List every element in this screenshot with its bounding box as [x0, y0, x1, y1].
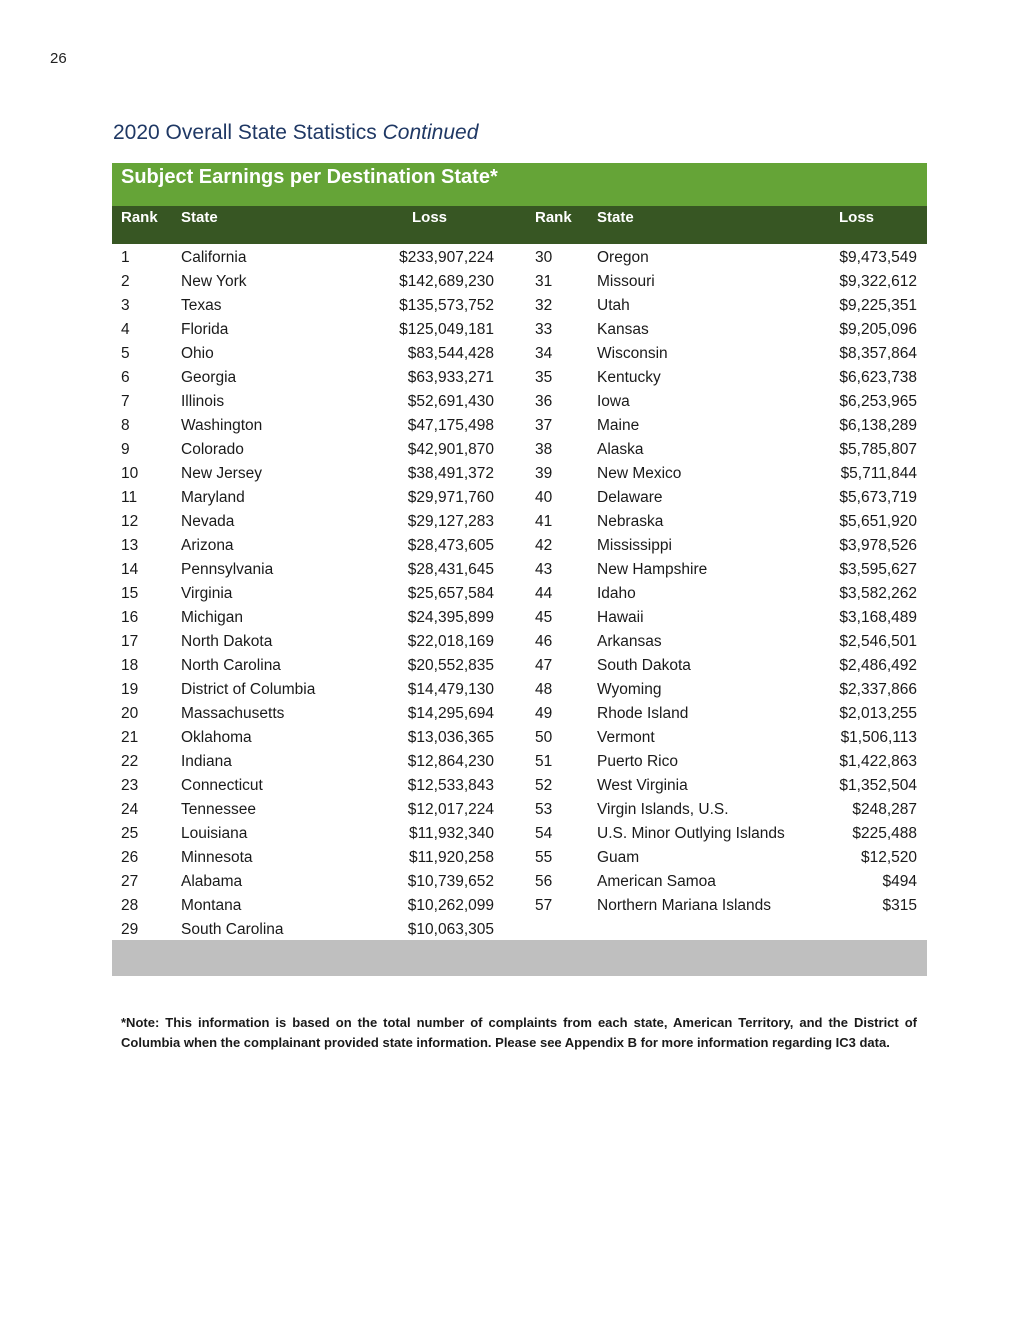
cell-state-left: Alabama [181, 873, 243, 890]
cell-state-left: New Jersey [181, 465, 262, 482]
cell-state-left: Tennessee [181, 801, 256, 818]
table-row [112, 726, 927, 750]
cell-loss-right: $3,978,526 [839, 537, 917, 554]
table-row [112, 750, 927, 774]
cell-state-right: Iowa [597, 393, 630, 410]
cell-state-right: Guam [597, 849, 640, 866]
cell-rank-right: 57 [535, 897, 553, 914]
cell-state-left: Michigan [181, 609, 244, 626]
cell-rank-right: 52 [535, 777, 553, 794]
table-body [112, 244, 927, 940]
cell-rank-right: 47 [535, 657, 553, 674]
cell-loss-right: $5,711,844 [840, 465, 917, 482]
cell-state-right: Nebraska [597, 513, 664, 530]
table-footer-bar [112, 940, 927, 976]
cell-loss-right: $9,205,096 [839, 321, 917, 338]
cell-state-right: Mississippi [597, 537, 672, 554]
cell-loss-right: $248,287 [852, 801, 917, 818]
cell-rank-right: 40 [535, 489, 553, 506]
cell-loss-left: $28,431,645 [407, 561, 494, 578]
cell-rank-left: 7 [121, 393, 130, 410]
cell-loss-right: $3,168,489 [839, 609, 917, 626]
cell-rank-left: 23 [121, 777, 139, 794]
cell-rank-left: 25 [121, 825, 139, 842]
cell-rank-right: 56 [535, 873, 553, 890]
cell-loss-left: $83,544,428 [407, 345, 494, 362]
cell-loss-right: $8,357,864 [839, 345, 917, 362]
cell-state-left: Ohio [181, 345, 214, 362]
cell-loss-left: $22,018,169 [407, 633, 494, 650]
page-number: 26 [50, 50, 67, 67]
cell-loss-left: $10,739,652 [407, 873, 494, 890]
cell-rank-right: 46 [535, 633, 553, 650]
cell-state-right: Northern Mariana Islands [597, 897, 772, 914]
cell-state-left: Louisiana [181, 825, 248, 842]
cell-state-left: Colorado [181, 441, 244, 458]
cell-rank-right: 49 [535, 705, 553, 722]
title-continued: Continued [382, 121, 479, 144]
table-row [112, 798, 927, 822]
cell-state-right: American Samoa [597, 873, 716, 890]
cell-state-left: Arizona [181, 537, 234, 554]
cell-rank-right: 30 [535, 249, 553, 266]
cell-loss-right: $494 [882, 873, 917, 890]
cell-loss-right: $2,013,255 [839, 705, 917, 722]
cell-state-right: West Virginia [597, 777, 688, 794]
cell-rank-left: 17 [121, 633, 139, 650]
table-row [112, 870, 927, 894]
cell-rank-left: 2 [121, 273, 130, 290]
table-row [112, 390, 927, 414]
state-statistics-table [112, 163, 927, 976]
cell-loss-right: $1,352,504 [839, 777, 917, 794]
table-row [112, 318, 927, 342]
cell-rank-right: 42 [535, 537, 553, 554]
cell-rank-right: 37 [535, 417, 553, 434]
title-main: 2020 Overall State Statistics [113, 121, 377, 144]
cell-loss-left: $142,689,230 [399, 273, 494, 290]
cell-state-left: Indiana [181, 753, 232, 770]
cell-rank-left: 20 [121, 705, 139, 722]
cell-rank-left: 19 [121, 681, 139, 698]
table-row [112, 606, 927, 630]
cell-rank-right: 50 [535, 729, 553, 746]
cell-state-right: Alaska [597, 441, 644, 458]
cell-loss-left: $11,920,258 [408, 849, 494, 866]
cell-state-right: U.S. Minor Outlying Islands [597, 825, 785, 842]
cell-loss-left: $13,036,365 [407, 729, 494, 746]
cell-loss-left: $125,049,181 [399, 321, 494, 338]
cell-loss-left: $20,552,835 [407, 657, 494, 674]
cell-rank-left: 21 [121, 729, 139, 746]
cell-loss-right: $3,582,262 [839, 585, 917, 602]
cell-rank-left: 1 [121, 249, 130, 266]
cell-loss-right: $9,473,549 [839, 249, 917, 266]
header-state-right: State [597, 209, 634, 226]
cell-state-right: Vermont [597, 729, 655, 746]
table-row [112, 486, 927, 510]
table-row [112, 702, 927, 726]
cell-loss-right: $12,520 [860, 849, 917, 866]
cell-loss-left: $24,395,899 [407, 609, 494, 626]
cell-rank-right: 39 [535, 465, 553, 482]
table-row [112, 918, 927, 942]
table-row [112, 270, 927, 294]
cell-loss-right: $9,322,612 [839, 273, 917, 290]
cell-loss-left: $233,907,224 [399, 249, 494, 266]
cell-state-left: Texas [181, 297, 222, 314]
cell-loss-left: $14,295,694 [407, 705, 494, 722]
cell-loss-right: $5,785,807 [839, 441, 917, 458]
cell-rank-left: 12 [121, 513, 139, 530]
cell-state-left: Minnesota [181, 849, 253, 866]
cell-rank-left: 11 [121, 489, 138, 506]
cell-rank-right: 55 [535, 849, 553, 866]
page-title [113, 121, 478, 145]
cell-loss-left: $11,932,340 [408, 825, 494, 842]
cell-state-right: Rhode Island [597, 705, 689, 722]
cell-loss-right: $6,138,289 [839, 417, 917, 434]
cell-rank-left: 29 [121, 921, 139, 938]
cell-loss-right: $3,595,627 [839, 561, 917, 578]
cell-state-left: Washington [181, 417, 263, 434]
cell-rank-right: 35 [535, 369, 553, 386]
cell-loss-left: $42,901,870 [407, 441, 494, 458]
cell-loss-left: $14,479,130 [407, 681, 494, 698]
cell-loss-left: $12,864,230 [407, 753, 494, 770]
cell-rank-left: 24 [121, 801, 139, 818]
cell-loss-right: $315 [882, 897, 917, 914]
cell-rank-right: 43 [535, 561, 553, 578]
cell-state-left: Florida [181, 321, 229, 338]
cell-loss-left: $29,127,283 [407, 513, 494, 530]
cell-rank-right: 51 [535, 753, 553, 770]
cell-state-right: Delaware [597, 489, 663, 506]
table-banner: Subject Earnings per Destination State* [112, 163, 927, 206]
cell-loss-right: $6,253,965 [839, 393, 917, 410]
cell-rank-left: 27 [121, 873, 139, 890]
table-row [112, 414, 927, 438]
cell-state-left: Connecticut [181, 777, 263, 794]
table-row [112, 246, 927, 270]
cell-state-left: California [181, 249, 247, 266]
cell-state-right: Maine [597, 417, 640, 434]
cell-state-right: New Hampshire [597, 561, 708, 578]
cell-rank-right: 45 [535, 609, 553, 626]
cell-loss-left: $52,691,430 [407, 393, 494, 410]
cell-loss-right: $2,337,866 [839, 681, 917, 698]
cell-loss-right: $9,225,351 [839, 297, 917, 314]
table-row [112, 654, 927, 678]
cell-loss-left: $28,473,605 [407, 537, 494, 554]
cell-rank-left: 28 [121, 897, 139, 914]
cell-state-left: Georgia [181, 369, 237, 386]
cell-state-left: North Carolina [181, 657, 281, 674]
table-row [112, 438, 927, 462]
cell-loss-left: $63,933,271 [407, 369, 494, 386]
cell-state-right: Wisconsin [597, 345, 668, 362]
cell-loss-right: $1,506,113 [840, 729, 917, 746]
cell-rank-left: 9 [121, 441, 130, 458]
table-row [112, 630, 927, 654]
cell-rank-left: 15 [121, 585, 139, 602]
cell-state-right: Utah [597, 297, 630, 314]
cell-rank-left: 10 [121, 465, 139, 482]
cell-state-left: South Carolina [181, 921, 284, 938]
cell-state-right: Kentucky [597, 369, 661, 386]
cell-rank-left: 18 [121, 657, 139, 674]
cell-state-right: Puerto Rico [597, 753, 678, 770]
cell-rank-left: 3 [121, 297, 130, 314]
cell-state-right: Arkansas [597, 633, 662, 650]
header-loss-right: Loss [839, 209, 875, 226]
cell-state-left: Virginia [181, 585, 233, 602]
cell-rank-right: 36 [535, 393, 553, 410]
header-state-left: State [181, 209, 218, 226]
cell-rank-left: 4 [121, 321, 130, 338]
table-row [112, 774, 927, 798]
cell-state-left: New York [181, 273, 247, 290]
cell-loss-left: $12,017,224 [407, 801, 494, 818]
cell-state-right: Missouri [597, 273, 655, 290]
table-row [112, 510, 927, 534]
cell-rank-right: 32 [535, 297, 553, 314]
cell-state-left: Maryland [181, 489, 245, 506]
cell-rank-right: 54 [535, 825, 553, 842]
table-row [112, 534, 927, 558]
cell-state-left: Pennsylvania [181, 561, 274, 578]
cell-state-right: South Dakota [597, 657, 691, 674]
cell-state-right: Kansas [597, 321, 649, 338]
cell-rank-left: 5 [121, 345, 130, 362]
cell-rank-right: 38 [535, 441, 553, 458]
header-rank-right: Rank [535, 209, 572, 226]
cell-loss-right: $5,673,719 [839, 489, 917, 506]
cell-rank-right: 34 [535, 345, 553, 362]
table-header-row [112, 206, 927, 244]
cell-rank-right: 44 [535, 585, 553, 602]
cell-loss-right: $2,546,501 [839, 633, 917, 650]
cell-state-right: Virgin Islands, U.S. [597, 801, 729, 818]
cell-rank-right: 48 [535, 681, 553, 698]
cell-loss-left: $10,262,099 [407, 897, 494, 914]
cell-loss-right: $2,486,492 [839, 657, 917, 674]
cell-rank-left: 6 [121, 369, 130, 386]
cell-rank-left: 14 [121, 561, 139, 578]
cell-loss-right: $1,422,863 [839, 753, 917, 770]
cell-loss-left: $29,971,760 [407, 489, 494, 506]
table-row [112, 822, 927, 846]
cell-loss-right: $5,651,920 [839, 513, 917, 530]
cell-state-left: Montana [181, 897, 242, 914]
cell-state-right: Hawaii [597, 609, 644, 626]
table-row [112, 678, 927, 702]
table-row [112, 558, 927, 582]
cell-loss-right: $6,623,738 [839, 369, 917, 386]
table-row [112, 294, 927, 318]
cell-state-left: Massachusetts [181, 705, 285, 722]
table-row [112, 582, 927, 606]
table-row [112, 846, 927, 870]
cell-loss-left: $47,175,498 [407, 417, 494, 434]
header-loss-left: Loss [412, 209, 448, 226]
cell-state-right: New Mexico [597, 465, 682, 482]
cell-rank-right: 41 [535, 513, 553, 530]
table-row [112, 342, 927, 366]
table-row [112, 894, 927, 918]
cell-rank-left: 16 [121, 609, 139, 626]
cell-loss-left: $135,573,752 [399, 297, 494, 314]
cell-rank-left: 26 [121, 849, 139, 866]
cell-loss-left: $12,533,843 [407, 777, 494, 794]
cell-state-left: Illinois [181, 393, 225, 410]
cell-state-left: Nevada [181, 513, 235, 530]
cell-rank-right: 31 [535, 273, 553, 290]
cell-loss-left: $25,657,584 [407, 585, 494, 602]
cell-rank-left: 13 [121, 537, 139, 554]
cell-state-left: Oklahoma [181, 729, 252, 746]
cell-state-left: District of Columbia [181, 681, 316, 698]
cell-rank-left: 22 [121, 753, 139, 770]
cell-state-right: Wyoming [597, 681, 662, 698]
cell-state-right: Oregon [597, 249, 649, 266]
cell-rank-left: 8 [121, 417, 130, 434]
cell-state-right: Idaho [597, 585, 636, 602]
cell-rank-right: 33 [535, 321, 553, 338]
table-row [112, 462, 927, 486]
cell-state-left: North Dakota [181, 633, 273, 650]
header-rank-left: Rank [121, 209, 158, 226]
cell-loss-right: $225,488 [852, 825, 917, 842]
cell-loss-left: $38,491,372 [407, 465, 494, 482]
footnote: *Note: This information is based on the total number of complaints from each state, American Territory, and the District of Columbia when the complainant provided state information. Please see Appendix B for more information regarding IC3 data. [121, 1015, 917, 1050]
cell-loss-left: $10,063,305 [407, 921, 494, 938]
table-row [112, 366, 927, 390]
cell-rank-right: 53 [535, 801, 553, 818]
